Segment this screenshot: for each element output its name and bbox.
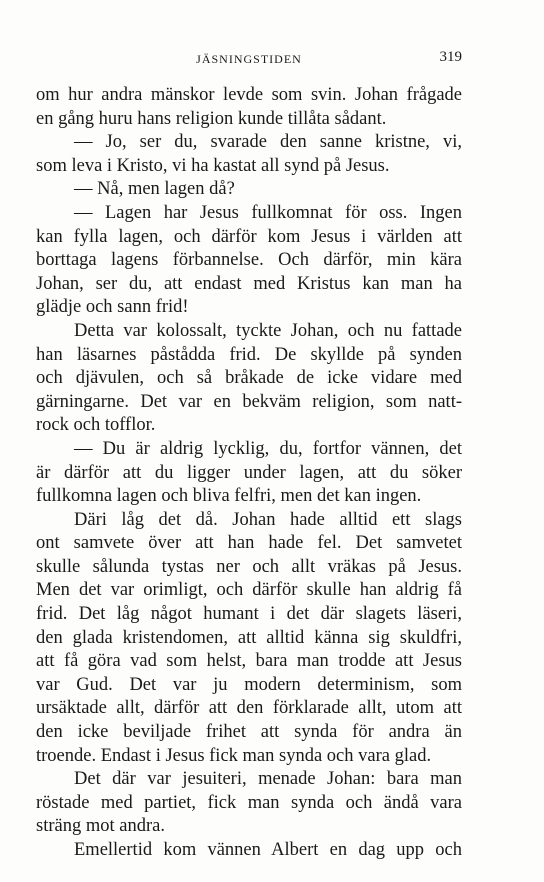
text-line: frid. Det låg något humant i det där slagets läseri, bbox=[36, 604, 462, 625]
text-line: att få göra vad som helst, bara man trodde att Jesus bbox=[36, 651, 462, 672]
text-line: röstade med partiet, fick man synda och ändå vara bbox=[36, 792, 462, 813]
page-number: 319 bbox=[439, 49, 462, 65]
text-line: kan fylla lagen, och därför kom Jesus i världen att bbox=[36, 226, 462, 247]
text-line: Det där var jesuiteri, menade Johan: bara man bbox=[74, 769, 462, 790]
text-line: — Lagen har Jesus fullkomnat för oss. Ingen bbox=[74, 202, 462, 223]
text-line: om hur andra mänskor levde som svin. Johan frågade bbox=[36, 85, 462, 105]
text-line: sträng mot andra. bbox=[36, 816, 165, 837]
body-text bbox=[36, 84, 462, 863]
text-line: den icke beviljade frihet att synda för andra än bbox=[36, 722, 462, 743]
text-line: är därför att du ligger under lagen, att du söker bbox=[36, 462, 462, 483]
text-line: gärningarne. Det var en bekväm religion, som natt- bbox=[36, 391, 462, 412]
text-line: och djävulen, och så bråkade de icke vidare med bbox=[36, 368, 462, 389]
text-line: han läsarnes påstådda frid. De skyllde på synden bbox=[36, 344, 462, 365]
text-line: Däri låg det då. Johan hade alltid ett slags bbox=[74, 509, 462, 530]
text-line: fullkomna lagen och bliva felfri, men det kan ingen. bbox=[36, 486, 422, 507]
text-line: ursäktade allt, därför att den förklarade allt, utom att bbox=[36, 698, 462, 719]
text-line: rock och tofflor. bbox=[36, 415, 156, 436]
text-line: en gång huru hans religion kunde tillåta sådant. bbox=[36, 108, 387, 129]
text-line: troende. Endast i Jesus fick man synda och vara glad. bbox=[36, 745, 432, 766]
text-line: — Du är aldrig lycklig, du, fortfor vännen, det bbox=[74, 438, 462, 459]
text-line: var Gud. Det var ju modern determinism, som bbox=[36, 674, 462, 695]
page-header bbox=[36, 46, 462, 66]
text-line: glädje och sann frid! bbox=[36, 297, 189, 318]
text-line: Detta var kolossalt, tyckte Johan, och nu fattade bbox=[74, 320, 462, 341]
text-line: Emellertid kom vännen Albert en dag upp och bbox=[74, 840, 462, 860]
text-line: som leva i Kristo, vi ha kastat all synd på Jesus. bbox=[36, 155, 390, 176]
text-line: Johan, ser du, att endast med Kristus kan man ha bbox=[36, 273, 462, 294]
text-line: — Nå, men lagen då? bbox=[74, 179, 235, 200]
text-line: skulle sålunda tystas ner och allt vräkas på Jesus. bbox=[36, 556, 462, 577]
text-line: borttaga lagens förbannelse. Och därför, min kära bbox=[36, 250, 462, 271]
text-line: Men det var orimligt, och därför skulle han aldrig få bbox=[36, 580, 462, 601]
running-title: JÄSNINGSTIDEN bbox=[196, 52, 302, 66]
text-line: ont samvete över att han hade fel. Det samvetet bbox=[36, 533, 462, 554]
text-line: — Jo, ser du, svarade den sanne kristne, vi, bbox=[74, 132, 462, 153]
text-line: den glada kristendomen, att alltid känna sig skuldfri, bbox=[36, 627, 462, 648]
